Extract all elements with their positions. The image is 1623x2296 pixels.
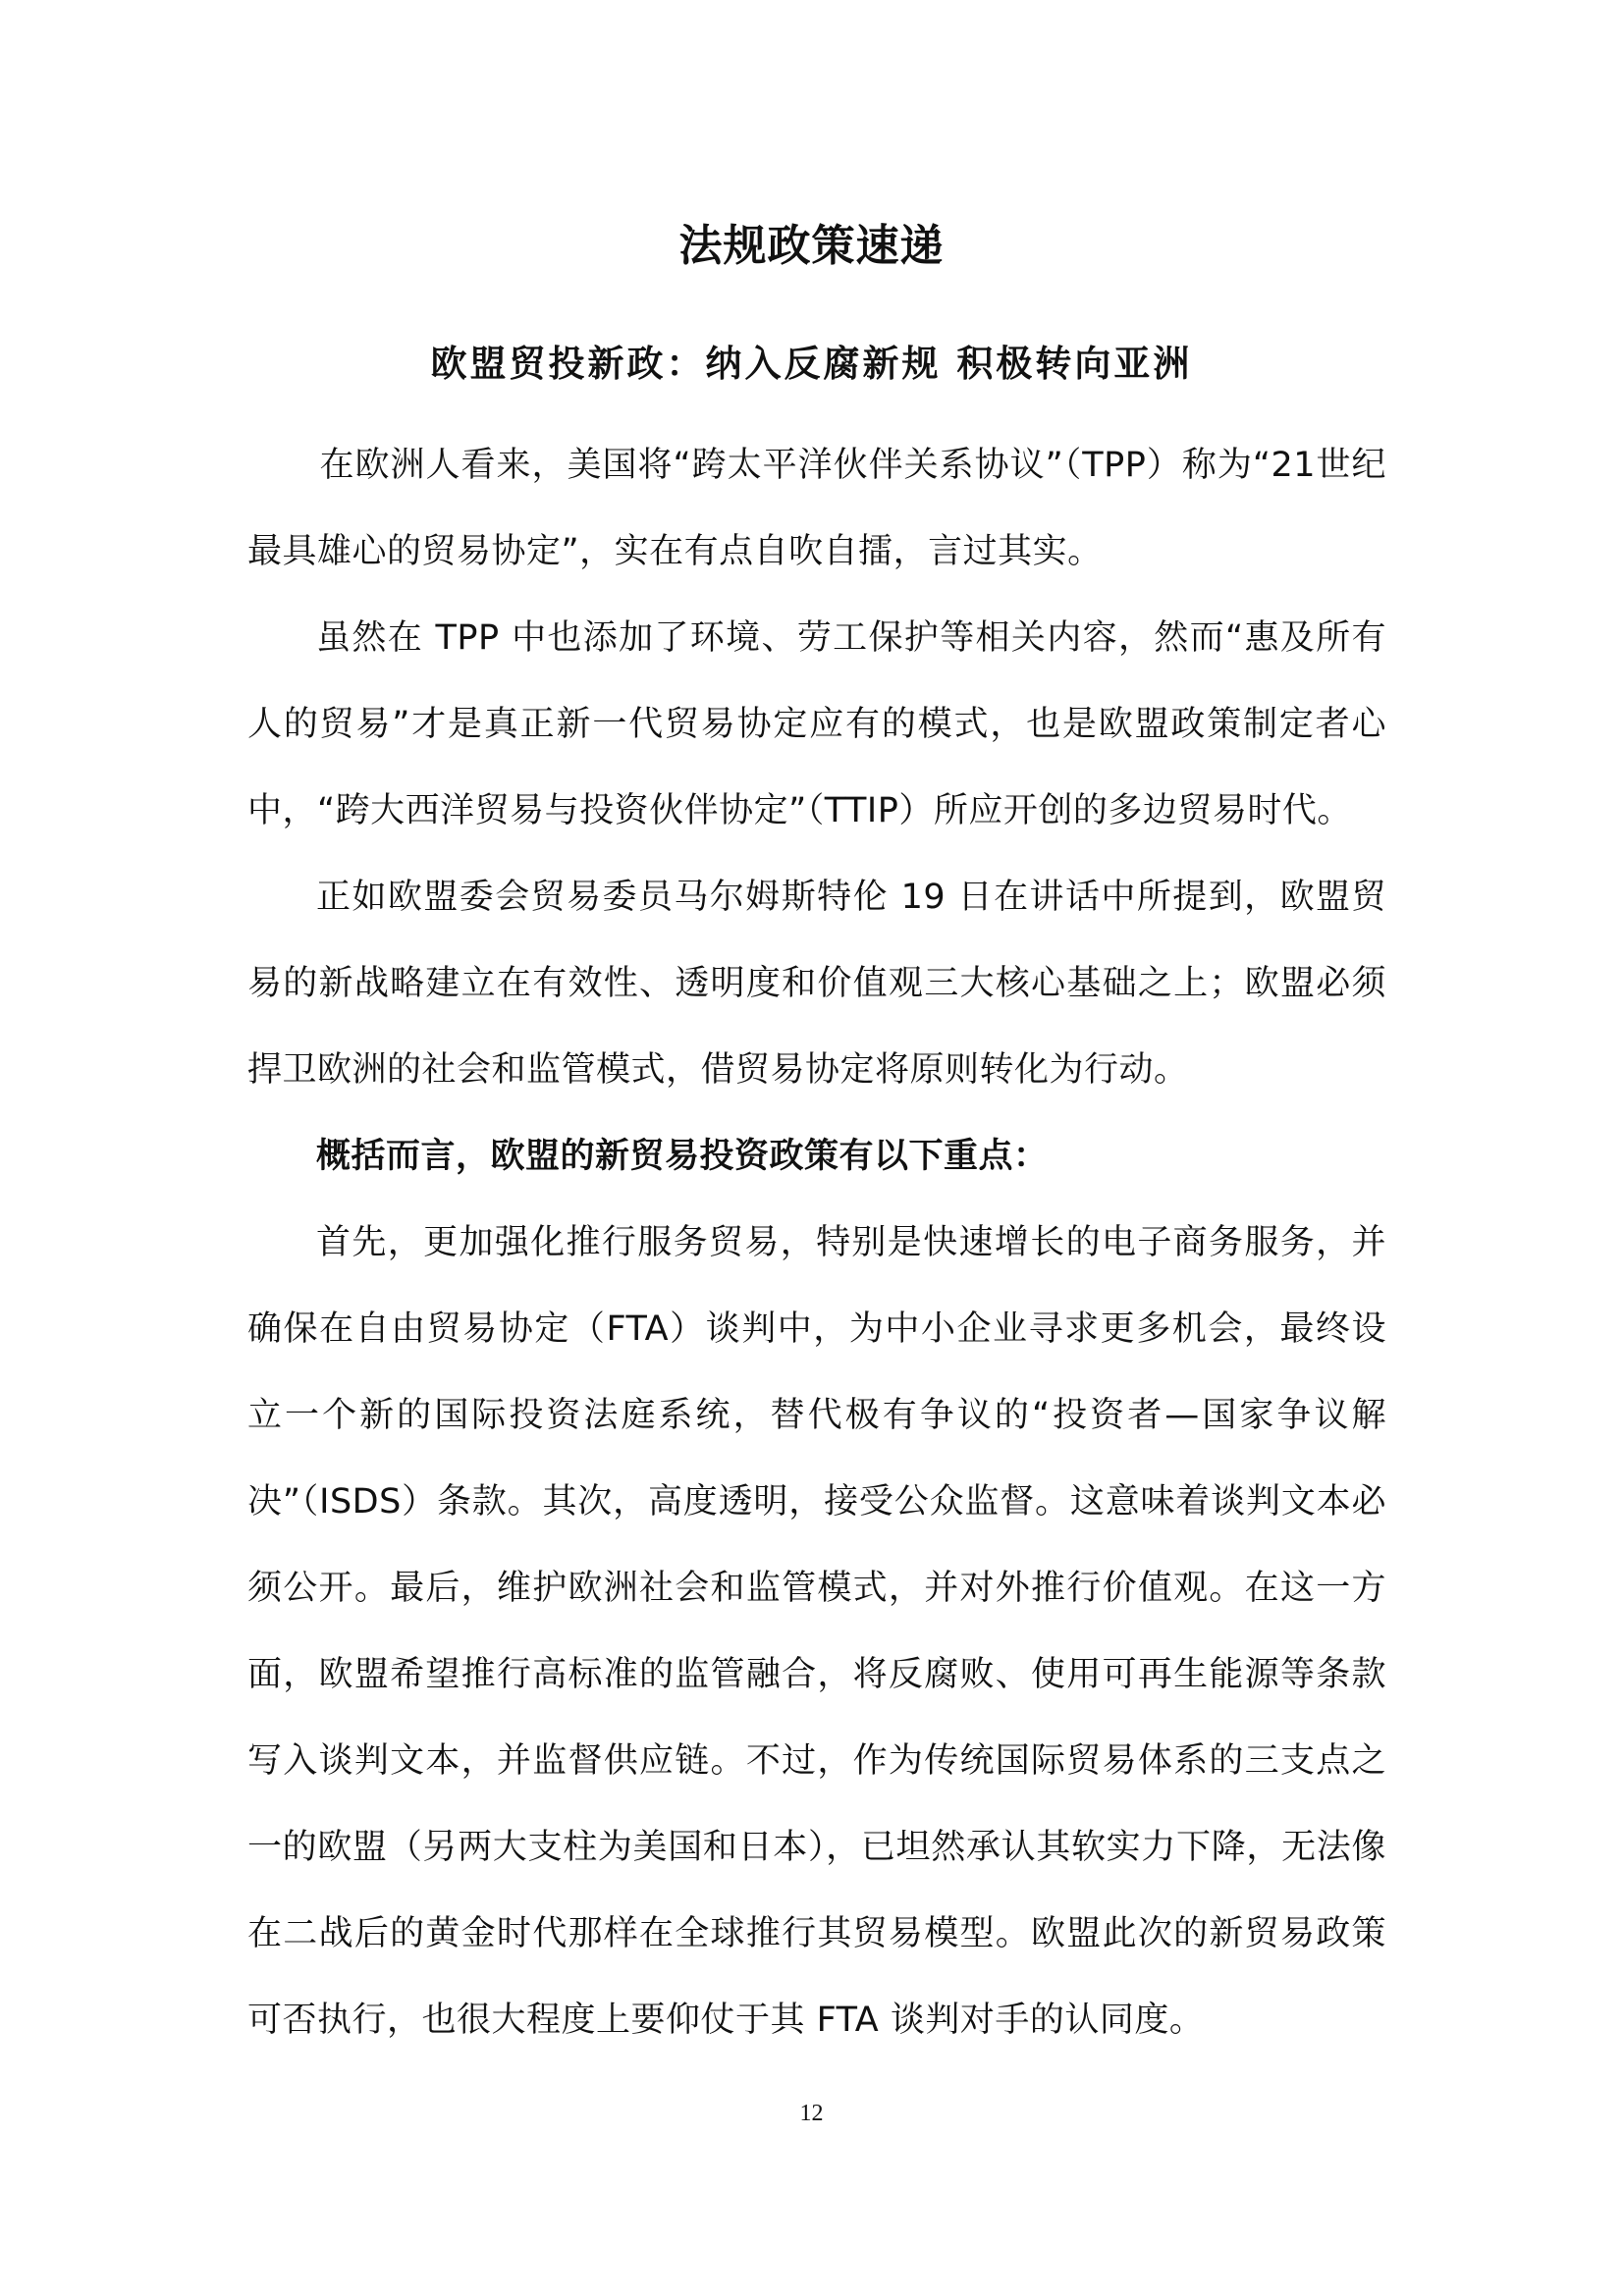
paragraph-3: 正如欧盟委会贸易委员马尔姆斯特伦 19 日在讲话中所提到，欧盟贸易的新战略建立在有效性、透明度和价值观三大核心基础之上；欧盟必须捍卫欧洲的社会和监管模式，借贸易协定将原则转化为行动。 (247, 878, 1386, 1090)
page-number: 12 (799, 2101, 824, 2126)
summary-heading: 概括而言，欧盟的新贸易投资政策有以下重点： (316, 1137, 1049, 1176)
section-title: 法规政策速递 (678, 221, 945, 271)
article-title: 欧盟贸投新政：纳入反腐新规 积极转向亚洲 (430, 343, 1193, 385)
paragraph-5: 首先，更加强化推行服务贸易，特别是快速增长的电子商务服务，并确保在自由贸易协定（FTA）谈判中，为中小企业寻求更多机会，最终设立一个新的国际投资法庭系统，替代极有争议的“投资者—国家争议解决”（ISDS）条款。其次，高度透明，接受公众监督。这意味着谈判文本必须公开。最后，维护欧洲社会和监管模式，并对外推行价值观。在这一方面，欧盟希望推行高标准的监管融合，将反腐败、使用可再生能源等条款写入谈判文本，并监督供应链。不过，作为传统国际贸易体系的三支点之一的欧盟（另两大支柱为美国和日本），已坦然承认其软实力下降，无法像在二战后的黄金时代那样在全球推行其贸易模型。欧盟此次的新贸易政策可否执行，也很大程度上要仰仗于其 FTA 谈判对手的认同度。 (247, 1223, 1386, 2040)
paragraph-1: 在欧洲人看来，美国将“跨太平洋伙伴关系协议”（TPP）称为“21世纪最具雄心的贸易协定”，实在有点自吹自擂，言过其实。 (247, 446, 1386, 571)
article-body (247, 422, 1386, 2063)
paragraph-2: 虽然在 TPP 中也添加了环境、劳工保护等相关内容，然而“惠及所有人的贸易”才是真正新一代贸易协定应有的模式，也是欧盟政策制定者心中，“跨大西洋贸易与投资伙伴协定”（TTIP）所应开创的多边贸易时代。 (247, 618, 1386, 830)
